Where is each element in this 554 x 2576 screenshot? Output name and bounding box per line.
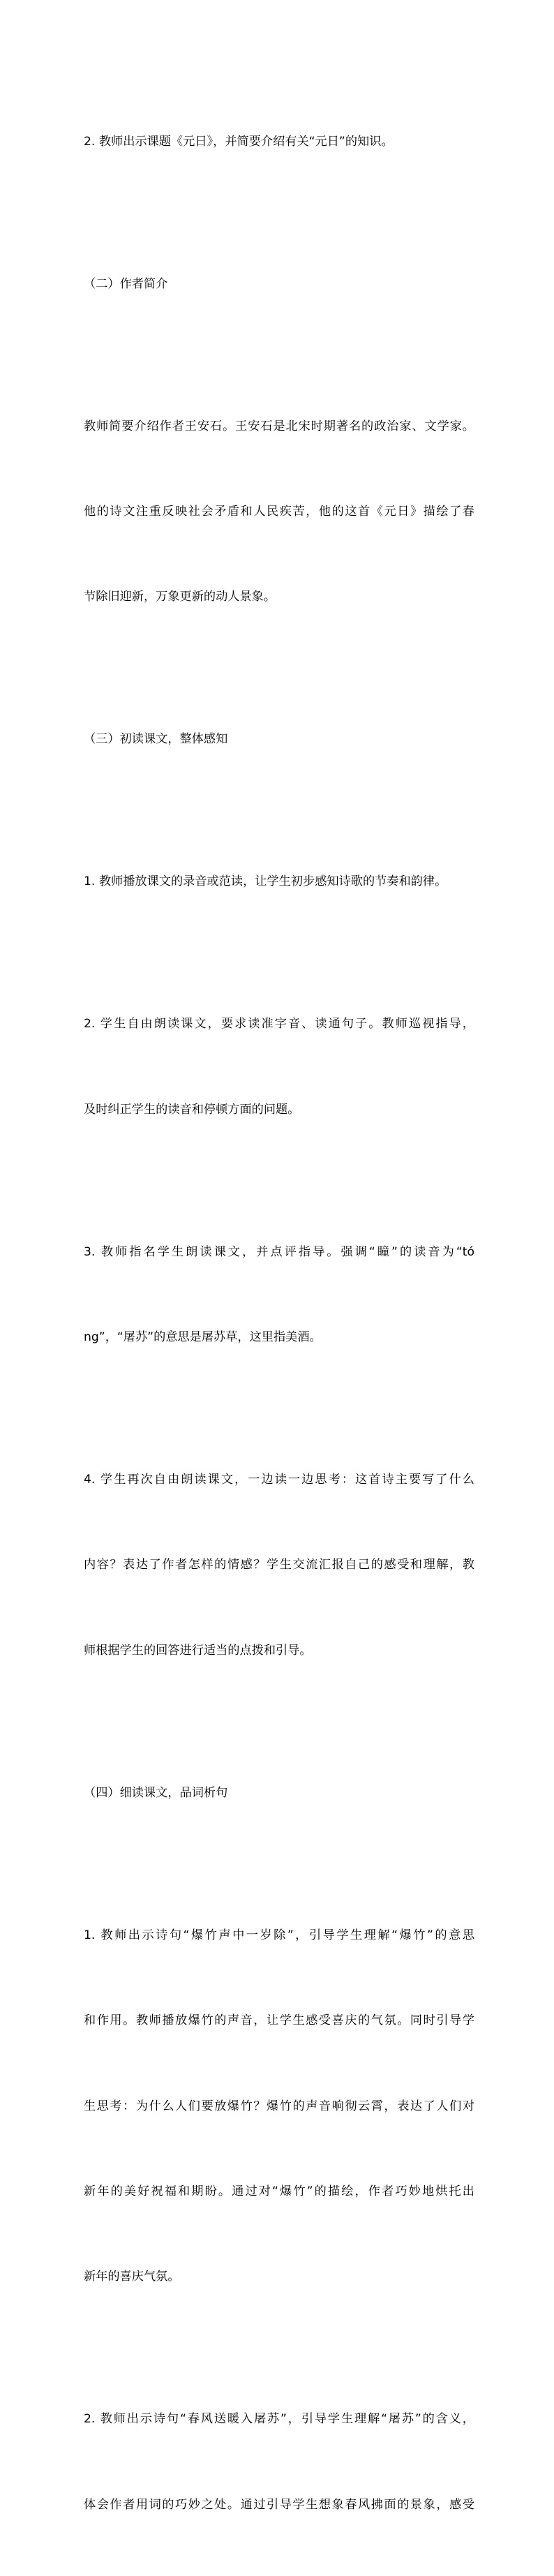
text-line: 新年的美好祝福和期盼。通过对“爆竹”的描绘，作者巧妙地烘托出 <box>84 2184 474 2198</box>
text-line: 及时纠正学生的读音和停顿方面的问题。 <box>84 1102 300 1117</box>
text-line: 新年的喜庆气氛。 <box>84 2270 180 2284</box>
text-line: 生思考：为什么人们要放爆竹？爆竹的声音响彻云霄，表达了人们对 <box>84 2099 474 2113</box>
document-body <box>84 70 474 2576</box>
paragraph-step-1 <box>84 811 474 953</box>
text-line: 师根据学生的回答进行适当的点拨和引导。 <box>84 1643 312 1658</box>
text-line: 2. 学生自由朗读课文，要求读准字音、读通句子。教师巡视指导， <box>84 1017 474 1032</box>
text-line: ng”，“屠苏”的意思是屠苏草，这里指美酒。 <box>84 1330 322 1345</box>
text-line: 2. 教师出示诗句“春风送暖入屠苏”，引导学生理解“屠苏”的含义， <box>84 2412 474 2427</box>
section-heading-first-reading <box>84 669 474 811</box>
paragraph-step-2 <box>84 953 474 1181</box>
paragraph-author-intro <box>84 355 474 669</box>
section-heading-close-reading <box>84 1722 474 1864</box>
heading-line: （三）初读课文，整体感知 <box>84 732 228 747</box>
text-line: 和作用。教师播放爆竹的声音，让学生感受喜庆的气氛。同时引导学 <box>84 2013 474 2028</box>
text-line: 3. 教师指名学生朗读课文，并点评指导。强调“瞳”的读音为“tó <box>84 1244 474 1259</box>
paragraph-step-3 <box>84 1181 474 1408</box>
text-line: 内容？表达了作者怎样的情感？学生交流汇报自己的感受和理解，教 <box>84 1558 474 1572</box>
text-line: 教师简要介绍作者王安石。王安石是北宋时期著名的政治家、文学家。 <box>84 419 474 433</box>
text-line: 4. 学生再次自由朗读课文，一边读一边思考：这首诗主要写了什么 <box>84 1473 474 1487</box>
heading-line: （二）作者简介 <box>84 276 168 291</box>
section-heading-author <box>84 213 474 355</box>
heading-line: （四）细读课文，品词析句 <box>84 1785 228 1800</box>
paragraph-close-reading-2 <box>84 2348 474 2576</box>
text-line: 1. 教师播放课文的录音或范读，让学生初步感知诗歌的节奏和韵律。 <box>84 874 447 889</box>
text-line: 节除旧迎新，万象更新的动人景象。 <box>84 590 276 604</box>
text-line: 1. 教师出示诗句“爆竹声中一岁除”，引导学生理解“爆竹”的意思 <box>84 1928 474 1942</box>
paragraph-close-reading-1 <box>84 1864 474 2348</box>
paragraph-intro-title <box>84 70 474 213</box>
paragraph-step-4 <box>84 1408 474 1722</box>
text-line: 体会作者用词的巧妙之处。通过引导学生想象春风拂面的景象，感受 <box>84 2497 474 2512</box>
text-line: 2. 教师出示课题《元日》，并简要介绍有关“元日”的知识。 <box>84 134 394 149</box>
text-line: 他的诗文注重反映社会矛盾和人民疾苦，他的这首《元日》描绘了春 <box>84 504 474 519</box>
